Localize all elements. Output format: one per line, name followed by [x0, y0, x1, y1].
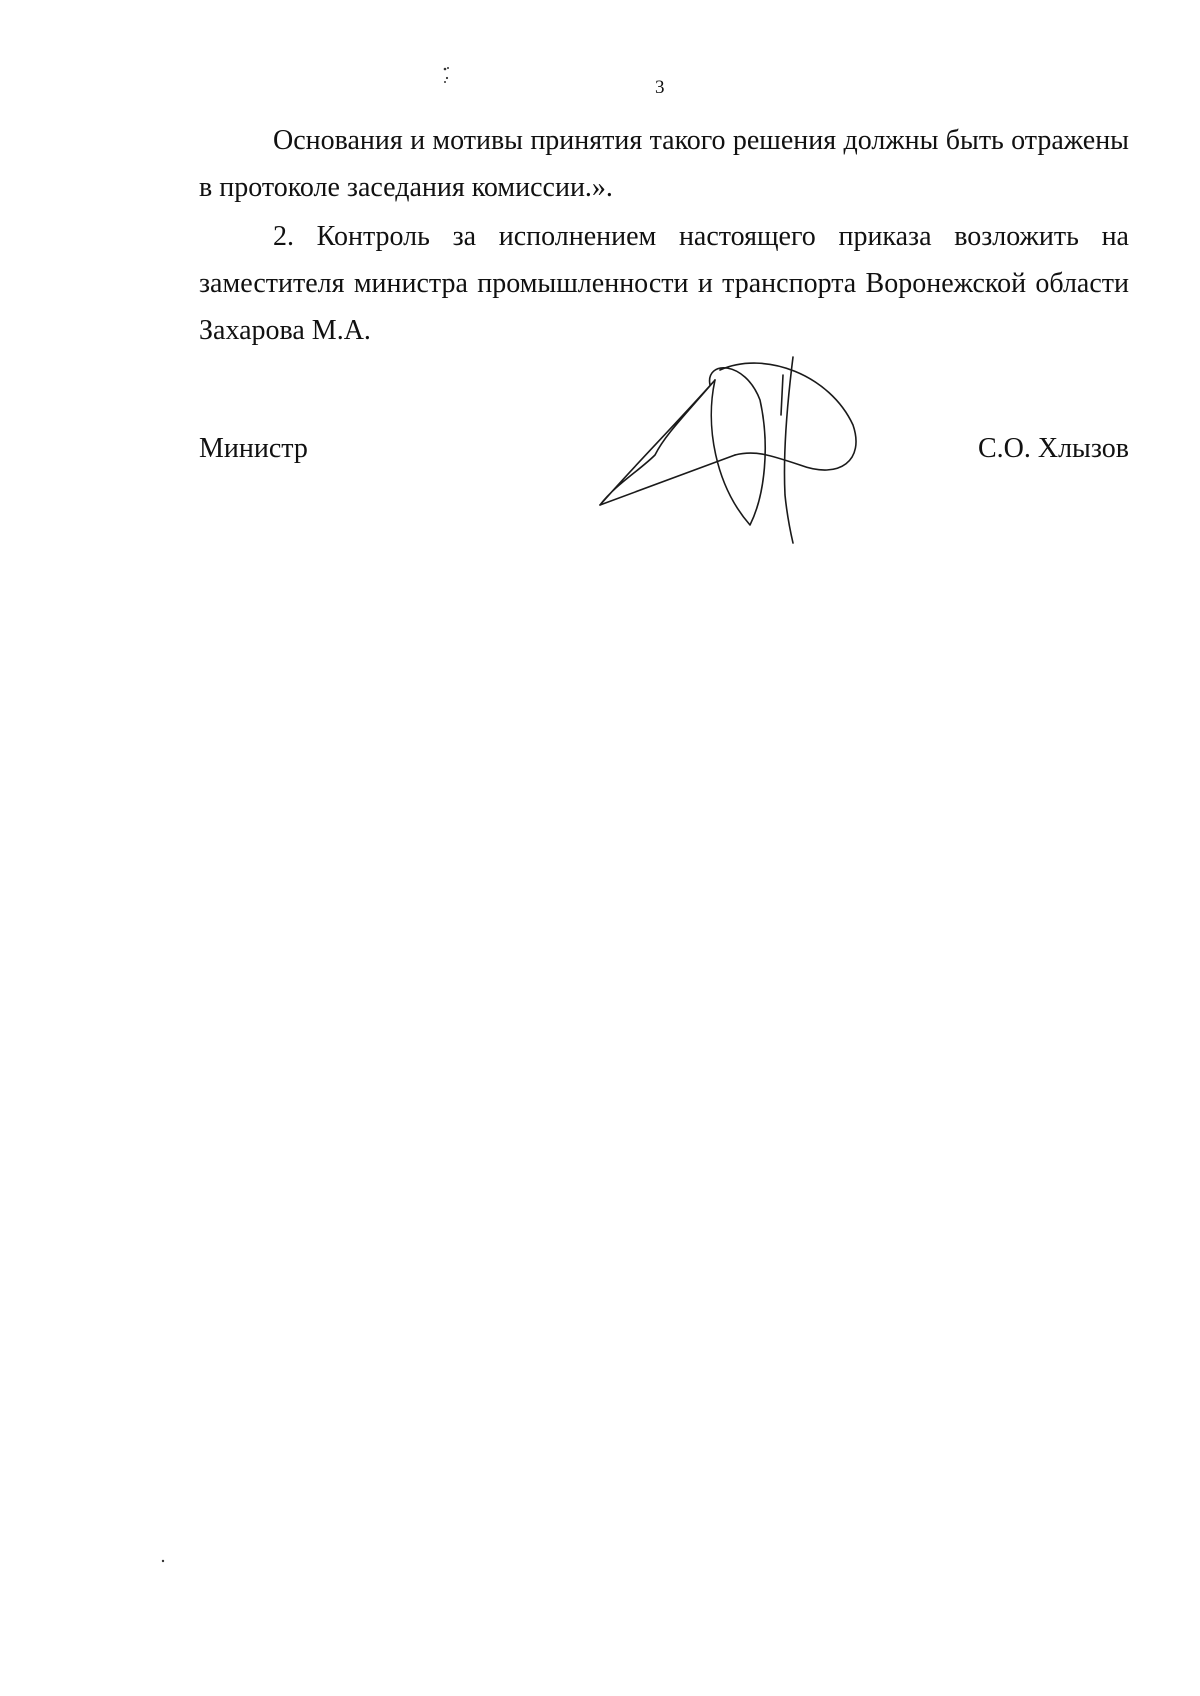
scan-speck-bottom — [160, 1558, 166, 1564]
body-paragraph-1: Основания и мотивы принятия такого решения должны быть отражены в протоколе заседания комиссии.». — [199, 125, 1129, 203]
scan-speck-top — [440, 63, 454, 89]
signatory-name: С.О. Хлызов — [977, 433, 1129, 464]
body-paragraph-2: 2. Контроль за исполнением настоящего приказа возложить на заместителя министра промышленности и транспорта Воронежской области Захарова М.А. — [199, 221, 1129, 346]
handwritten-signature — [595, 355, 875, 545]
page-number: 3 — [655, 77, 665, 98]
signatory-title: Министр — [199, 433, 308, 464]
